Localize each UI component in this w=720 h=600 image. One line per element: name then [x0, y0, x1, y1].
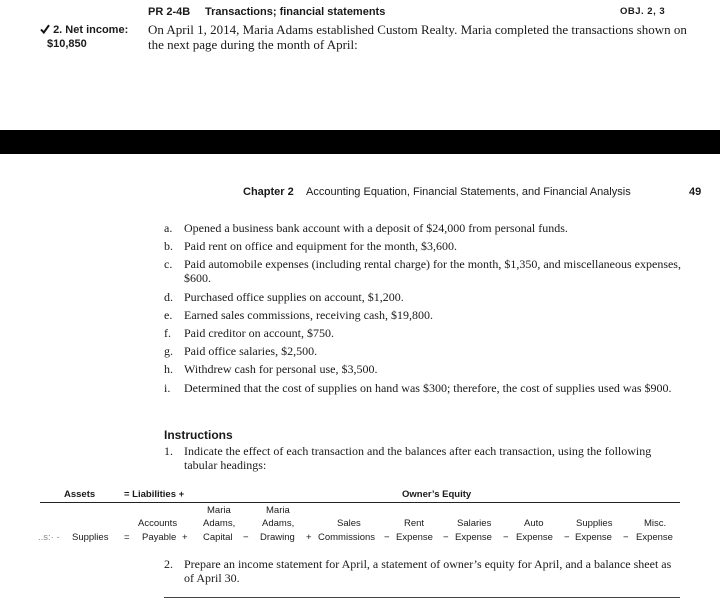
transaction-text: Paid creditor on account, $750. [184, 325, 334, 340]
transaction-text: Opened a business bank account with a deposit of $24,000 from personal funds. [184, 221, 568, 235]
heading-auto-1: Auto [524, 518, 544, 529]
heading-liabilities: = Liabilities + [124, 489, 185, 500]
net-income-label: 2. Net income: [53, 24, 129, 36]
chapter-title: Accounting Equation, Financial Statements, and Financial Analysis [306, 186, 631, 198]
instruction-step-2 [164, 557, 684, 585]
heading-rent-2: Expense [396, 532, 433, 543]
heading-owners-equity: Owner’s Equity [402, 489, 472, 500]
heading-capital-2: Adams, [203, 518, 236, 529]
heading-salaries-2: Expense [455, 532, 492, 543]
heading-minus: − [623, 532, 629, 543]
heading-assets: Assets [64, 489, 96, 500]
heading-rent-1: Rent [404, 518, 425, 529]
net-income-note [40, 24, 128, 36]
heading-rule [40, 502, 680, 503]
transaction-item [164, 221, 686, 235]
heading-drawing-2: Adams, [262, 518, 295, 529]
transaction-item [164, 362, 686, 376]
transaction-text: Purchased office supplies on account, $1,200. [184, 289, 404, 304]
heading-accounts-payable-1: Accounts [138, 518, 178, 529]
heading-supplies-expense-2: Expense [575, 532, 612, 543]
heading-supplies-expense-1: Supplies [576, 518, 613, 529]
transaction-item [164, 290, 686, 304]
heading-capital-3: Capital [203, 532, 233, 543]
transaction-letter: a. [164, 221, 173, 235]
transaction-letter: d. [164, 289, 173, 304]
heading-salaries-1: Salaries [457, 518, 492, 529]
step-text: Prepare an income statement for April, a statement of owner’s equity for April, and a balance sheet as of April 30. [184, 557, 672, 585]
heading-plus: + [306, 532, 312, 543]
page-divider-bar [0, 130, 720, 154]
heading-supplies: Supplies [72, 532, 109, 543]
checkmark-icon [40, 24, 50, 34]
heading-accounts-payable-2: Payable [142, 532, 177, 543]
step-number: 2. [164, 557, 173, 571]
heading-minus: − [564, 532, 570, 543]
problem-intro: On April 1, 2014, Maria Adams established Custom Realty. Maria completed the transactions shown on the next page during the month of April: [148, 22, 687, 52]
transaction-text: Paid rent on office and equipment for the month, $3,600. [184, 239, 458, 254]
step-text: Indicate the effect of each transaction and the balances after each transaction, using the following tabular headings: [184, 444, 652, 472]
transaction-item [164, 239, 686, 253]
heading-misc-2: Expense [636, 532, 673, 543]
transaction-letter: c. [164, 257, 173, 272]
transaction-list [164, 221, 686, 399]
transaction-item [164, 326, 686, 340]
transaction-text: Paid office salaries, $2,500. [184, 344, 318, 359]
chapter-number: Chapter 2 [243, 186, 294, 198]
objective-label: OBJ. 2, 3 [620, 6, 666, 17]
heading-equals: = [124, 532, 130, 543]
transaction-letter: g. [164, 344, 173, 359]
heading-drawing-1: Maria [266, 505, 290, 516]
problem-id: PR 2-4B [148, 6, 191, 18]
transaction-item [164, 381, 686, 395]
net-income-value: $10,850 [47, 38, 87, 50]
problem-title: Transactions; financial statements [205, 6, 386, 18]
transaction-letter: f. [164, 325, 171, 340]
transaction-text: Withdrew cash for personal use, $3,500. [184, 362, 378, 377]
instruction-step-1 [164, 444, 684, 472]
transaction-text: Paid automobile expenses (including rental charge) for the month, $1,350, and miscellaneous expenses, $600. [184, 257, 681, 286]
transaction-letter: b. [164, 239, 173, 254]
heading-misc-1: Misc. [644, 518, 667, 529]
transaction-text: Earned sales commissions, receiving cash, $19,800. [184, 307, 433, 322]
bottom-rule [164, 597, 680, 598]
heading-minus: − [503, 532, 509, 543]
page-number: 49 [689, 186, 702, 198]
heading-sales-1: Sales [337, 518, 361, 529]
step-number: 1. [164, 444, 173, 458]
transaction-letter: i. [164, 380, 171, 395]
transaction-text: Determined that the cost of supplies on hand was $300; therefore, the cost of supplies used was $900. [184, 380, 672, 395]
heading-drawing-3: Drawing [260, 532, 295, 543]
heading-minus: − [384, 532, 390, 543]
heading-minus: − [243, 532, 249, 543]
heading-auto-2: Expense [516, 532, 553, 543]
heading-capital-1: Maria [207, 505, 231, 516]
transaction-item [164, 257, 686, 285]
heading-sales-2: Commissions [318, 532, 376, 543]
instructions-heading: Instructions [164, 428, 233, 442]
transaction-letter: e. [164, 307, 173, 322]
transaction-item [164, 344, 686, 358]
transaction-letter: h. [164, 362, 173, 377]
transaction-item [164, 308, 686, 322]
heading-cash-fragment: ..s:· - [38, 532, 60, 543]
heading-plus: + [182, 532, 188, 543]
heading-minus: − [443, 532, 449, 543]
